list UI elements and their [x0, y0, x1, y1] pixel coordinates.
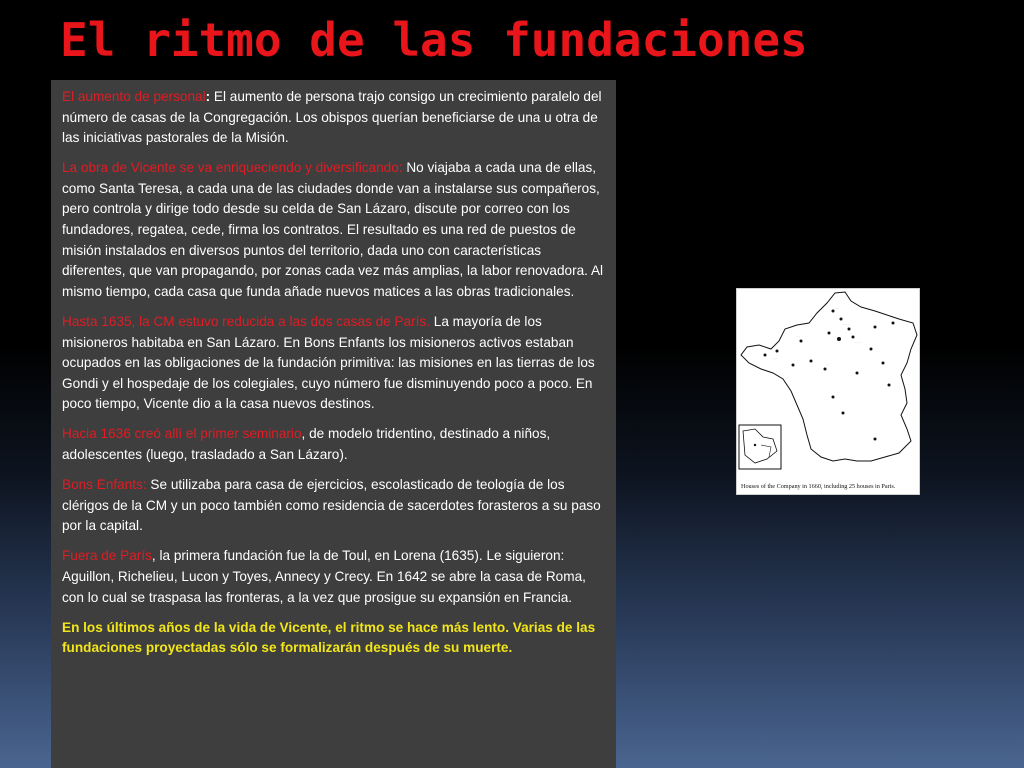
svg-text:. ..: . .. — [835, 306, 839, 310]
paragraph-text: La mayoría de los misioneros habitaba en San Lázaro. En Bons Enfants los misioneros activos estaban ocupados en las obligaciones de la fundación primitiva: las misiones en las tierras de los Gondi y el hospedaje de los colegiales, cuyo número fue disminuyendo poco a poco. En poco tiempo, Vicente dio a la casa nuevos destinos. — [62, 313, 595, 412]
paragraph-fuera-de-paris — [62, 546, 604, 608]
paragraph-text: El aumento de persona trajo consigo un crecimiento paralelo del número de casas de la Congregación. Los obispos querían beneficiarse de una u otra de las iniciativas pastorales de la Misión. — [62, 89, 602, 146]
france-houses-map — [736, 288, 920, 495]
paragraph-hasta-1635 — [62, 312, 604, 415]
svg-text:. .: . . — [797, 334, 800, 338]
paragraph-text: Se utilizaba para casa de ejercicios, escolasticado de teología de los clérigos de la CM y un poco también como residencia de sacerdotes forasteros a su paso por la capital. — [62, 477, 601, 534]
paragraph-bons-enfants — [62, 475, 604, 537]
map-caption: Houses of the Company in 1660, including 25 houses in Paris. — [741, 483, 896, 490]
svg-text:. . . .: . . . . — [843, 322, 849, 326]
inset-coast — [743, 429, 777, 463]
paragraph-lead: Fuera de París — [62, 548, 152, 564]
paragraph-seminario — [62, 424, 604, 465]
inset-map-frame — [739, 425, 781, 469]
svg-text:. . .: . . . — [773, 356, 778, 360]
paragraph-lead: Hacia 1636 creó allí el primer seminario — [62, 426, 302, 442]
paragraph-lead: Bons Enfants: — [62, 477, 147, 493]
svg-text:. . . .: . . . . — [855, 340, 861, 344]
slide-title: El ritmo de las fundaciones — [60, 13, 808, 67]
paragraph-text: No viajaba a cada una de ellas, como Santa Teresa, a cada una de las ciudades donde van a instalarse sus compañeros, pero controla y dirige todo desde su celda de San Lázaro, discute por correo con los fundadores, regatea, cede, firma los contratos. El resultado es una red de puestos de misión instalados en diversos puntos del territorio, dada uno con características diferentes, que van propagando, por zonas cada vez más amplias, la labor renovadora. Al mismo tiempo, cada casa que funda añade nuevos matices a las obras tradicionales. — [62, 160, 604, 299]
house-dots — [754, 310, 895, 447]
paragraph-text: , de modelo tridentino, destinado a niños, adolescentes (luego, trasladado a San Lázaro). — [62, 426, 551, 462]
france-outline — [741, 292, 917, 461]
paragraph-lead: Hasta 1635, la CM estuvo reducida a las dos casas de París. — [62, 313, 430, 329]
paragraph-text: , la primera fundación fue la de Toul, en Lorena (1635). Le siguieron: Aguillon, Richelieu, Lucon y Toyes, Annecy y Crecy. En 1642 se abre la casa de Roma, con lo cual se traspasa las fronteras, a la vez que prosigue su expansión en Francia. — [62, 548, 586, 605]
france-map-drawing — [737, 289, 919, 479]
paragraph-lead: El aumento de personal — [62, 89, 206, 104]
paragraph-lead: La obra de Vicente se va enriqueciendo y diversificando: — [62, 160, 403, 176]
closing-paragraph: En los últimos años de la vida de Vicente, el ritmo se hace más lento. Varias de las fundaciones proyectadas sólo se formalizarán después de su muerte. — [62, 619, 596, 656]
content-text-box — [51, 80, 616, 768]
inset-coast-2 — [761, 445, 771, 457]
svg-text:. .: . . — [827, 362, 830, 366]
paragraph-personal — [62, 87, 604, 149]
paragraph-obra — [62, 158, 604, 302]
lead-colon: : — [205, 89, 211, 104]
